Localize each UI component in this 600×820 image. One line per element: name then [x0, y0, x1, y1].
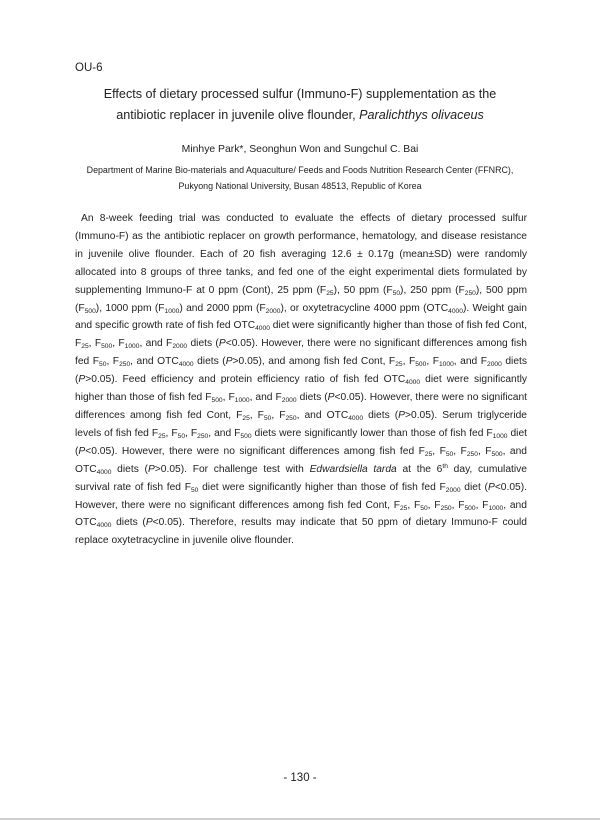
abstract-text: day, cumulative survival rate of fish fed F — [75, 463, 527, 493]
abstract-text: <0.05). Therefore, results may indicate that 50 ppm of dietary Immuno-F could replace oxytetracycline in juvenile olive flounder. — [75, 517, 527, 547]
subscript: 500 — [464, 504, 476, 512]
italic-text: P — [78, 445, 86, 457]
abstract-text: diets ( — [111, 463, 148, 475]
abstract-text: diets ( — [193, 356, 226, 368]
abstract-text: diets ( — [296, 392, 328, 404]
abstract-text: diet ( — [75, 427, 528, 457]
italic-text: Edwardsiella tarda — [309, 463, 397, 475]
abstract-text: , F — [427, 499, 441, 511]
abstract-text: >0.05). Serum triglyceride levels of fish fed F — [75, 409, 528, 439]
abstract-text: , F — [185, 427, 198, 439]
subscript: 500 — [240, 432, 252, 440]
paper-title — [60, 84, 540, 126]
abstract-text: , F — [475, 499, 489, 511]
subscript: 1000 — [124, 343, 140, 351]
subscript: 250 — [285, 414, 297, 422]
subscript: 250 — [119, 361, 131, 369]
title-line-1: Effects of dietary processed sulfur (Immuno-F) supplementation as the — [103, 87, 497, 101]
subscript: 25 — [158, 432, 166, 440]
superscript: th — [442, 462, 448, 470]
abstract-text: , F — [249, 409, 264, 421]
abstract-text: , F — [426, 356, 439, 368]
abstract-text: ). Weight gain and specific growth rate of fish fed OTC — [75, 302, 527, 332]
abstract-text: diets ( — [75, 356, 527, 386]
subscript: 500 — [101, 343, 113, 351]
subscript: 1000 — [438, 361, 454, 369]
abstract-text: ), 250 ppm (F — [400, 284, 465, 296]
abstract-body — [75, 210, 527, 550]
subscript: 1000 — [492, 432, 508, 440]
subscript: 4000 — [448, 307, 463, 315]
abstract-text: , and F — [249, 392, 282, 404]
abstract-text: <0.05). However, there were no significant differences among fish fed Cont, F — [75, 392, 527, 421]
subscript: 4000 — [405, 379, 421, 387]
italic-text: P — [327, 392, 335, 404]
subscript: 25 — [399, 504, 408, 512]
subscript: 250 — [464, 289, 476, 297]
subscript: 50 — [99, 361, 107, 369]
abstract-text: ), 50 ppm (F — [333, 284, 393, 296]
abstract-text: , and OTC — [75, 499, 527, 529]
subscript: 25 — [242, 414, 250, 422]
subscript: 500 — [415, 361, 427, 369]
abstract-text: , and F — [139, 338, 173, 350]
abstract-text: , and OTC — [75, 445, 527, 475]
author-list: Minhye Park*, Seonghun Won and Sungchul C. Bai — [181, 144, 419, 155]
subscript: 4000 — [96, 468, 112, 476]
subscript: 4000 — [178, 361, 194, 369]
abstract-text: >0.05), and among fish fed Cont, F — [232, 356, 396, 368]
abstract-text: , F — [88, 338, 102, 350]
abstract-text: , and OTC — [296, 409, 349, 421]
subscript: 250 — [197, 432, 209, 440]
species-name: Paralichthys olivaceus — [359, 108, 484, 122]
abstract-text: , and OTC — [130, 356, 179, 368]
abstract-text: diets were significantly lower than those of fish fed F — [251, 427, 493, 439]
abstract-text: , and F — [453, 356, 488, 368]
abstract-text: , F — [165, 427, 178, 439]
subscript: 50 — [445, 450, 454, 458]
subscript: 4000 — [96, 522, 112, 530]
subscript: 50 — [263, 414, 272, 422]
abstract-text: ) and 2000 ppm (F — [179, 302, 266, 314]
abstract-text: at the 6 — [396, 463, 443, 475]
italic-text: P — [225, 356, 233, 368]
affiliation-line-2: Pukyong National University, Busan 48513, Republic of Korea — [178, 180, 422, 191]
abstract-text: ), 1000 ppm (F — [95, 302, 165, 314]
abstract-text: , F — [432, 445, 446, 457]
subscript: 4000 — [348, 414, 364, 422]
italic-text: P — [145, 517, 153, 529]
abstract-text: , F — [222, 392, 235, 404]
abstract-text: , F — [402, 356, 416, 368]
subscript: 1000 — [164, 307, 180, 315]
abstract-text: , F — [451, 499, 465, 511]
italic-text: P — [78, 374, 86, 386]
subscript: 25 — [424, 450, 433, 458]
abstract-text: , F — [477, 445, 492, 457]
subscript: 2000 — [281, 397, 297, 405]
abstract-text: <0.05). However, there were no significant differences among fish fed F — [75, 338, 527, 368]
abstract-text: , and F — [208, 427, 241, 439]
subscript: 1000 — [234, 397, 250, 405]
subscript: 25 — [81, 343, 89, 351]
subscript: 2000 — [487, 361, 502, 369]
abstract-text: diets ( — [111, 517, 146, 529]
abstract-text: , F — [106, 356, 120, 368]
subscript: 250 — [440, 504, 452, 512]
page-number: - 130 - — [283, 772, 317, 784]
subscript: 500 — [211, 397, 223, 405]
abstract-text: <0.05). However, there were no significant differences among fish fed F — [85, 445, 425, 457]
subscript: 500 — [84, 307, 96, 315]
subscript: 1000 — [488, 504, 504, 512]
abstract-text: diet were significantly higher than those of fish fed F — [198, 481, 446, 493]
subscript: 50 — [420, 504, 428, 512]
subscript: 2000 — [172, 343, 188, 351]
subscript: 2000 — [445, 486, 461, 494]
abstract-text: ), 500 ppm (F — [75, 284, 527, 314]
title-line-2 — [60, 105, 540, 126]
subscript: 4000 — [255, 325, 270, 333]
abstract-text: ), or oxytetracycline 4000 ppm (OTC — [280, 302, 449, 314]
subscript: 50 — [392, 289, 401, 297]
subscript: 250 — [466, 450, 478, 458]
abstract-text: diet were significantly higher than those of fish fed Cont, F — [75, 320, 527, 350]
abstract-text: , F — [407, 499, 421, 511]
italic-text: P — [398, 409, 406, 421]
subscript: 500 — [491, 450, 503, 458]
subscript: 50 — [177, 432, 186, 440]
abstract-text: , F — [112, 338, 125, 350]
italic-text: P — [147, 463, 155, 475]
abstract-text: <0.05). However, there were no significant differences among fish fed Cont, F — [75, 481, 528, 511]
abstract-text: >0.05). For challenge test with — [154, 463, 310, 475]
abstract-text: , F — [271, 409, 286, 421]
abstract-text: diet ( — [460, 481, 488, 493]
abstract-text: diets ( — [363, 409, 399, 421]
subscript: 50 — [190, 486, 199, 494]
abstract-text: diet were significantly higher than those of fish fed F — [75, 374, 527, 404]
italic-text: P — [218, 338, 226, 350]
affiliation-line-1: Department of Marine Bio-materials and Aquaculture/ Feeds and Foods Nutrition Research Center (FFNRC), — [86, 165, 514, 175]
italic-text: P — [487, 481, 495, 493]
session-code: OU-6 — [75, 62, 103, 74]
abstract-text: diets ( — [187, 338, 219, 350]
subscript: 25 — [395, 361, 403, 369]
subscript: 2000 — [265, 307, 281, 315]
abstract-text: , F — [453, 445, 467, 457]
abstract-text: >0.05). Feed efficiency and protein efficiency ratio of fish fed OTC — [85, 374, 406, 386]
abstract-text: An 8-week feeding trial was conducted to evaluate the effects of dietary processed sulfur (Immuno-F) as the antibiotic replacer on growth performance, hematology, and disease resistance in juvenile olive flounder. Each of 20 fish averaging 12.6 ± 0.17g (mean±SD) were randomly allocated into 8 groups of three tanks, and fed one of the eight experimental diets formulated by supplementing Immuno-F at 0 ppm (Cont), 25 ppm (F — [75, 213, 527, 296]
affiliation — [40, 163, 560, 194]
subscript: 25 — [326, 289, 334, 297]
title-line-2-text: antibiotic replacer in juvenile olive flounder, — [116, 108, 360, 122]
